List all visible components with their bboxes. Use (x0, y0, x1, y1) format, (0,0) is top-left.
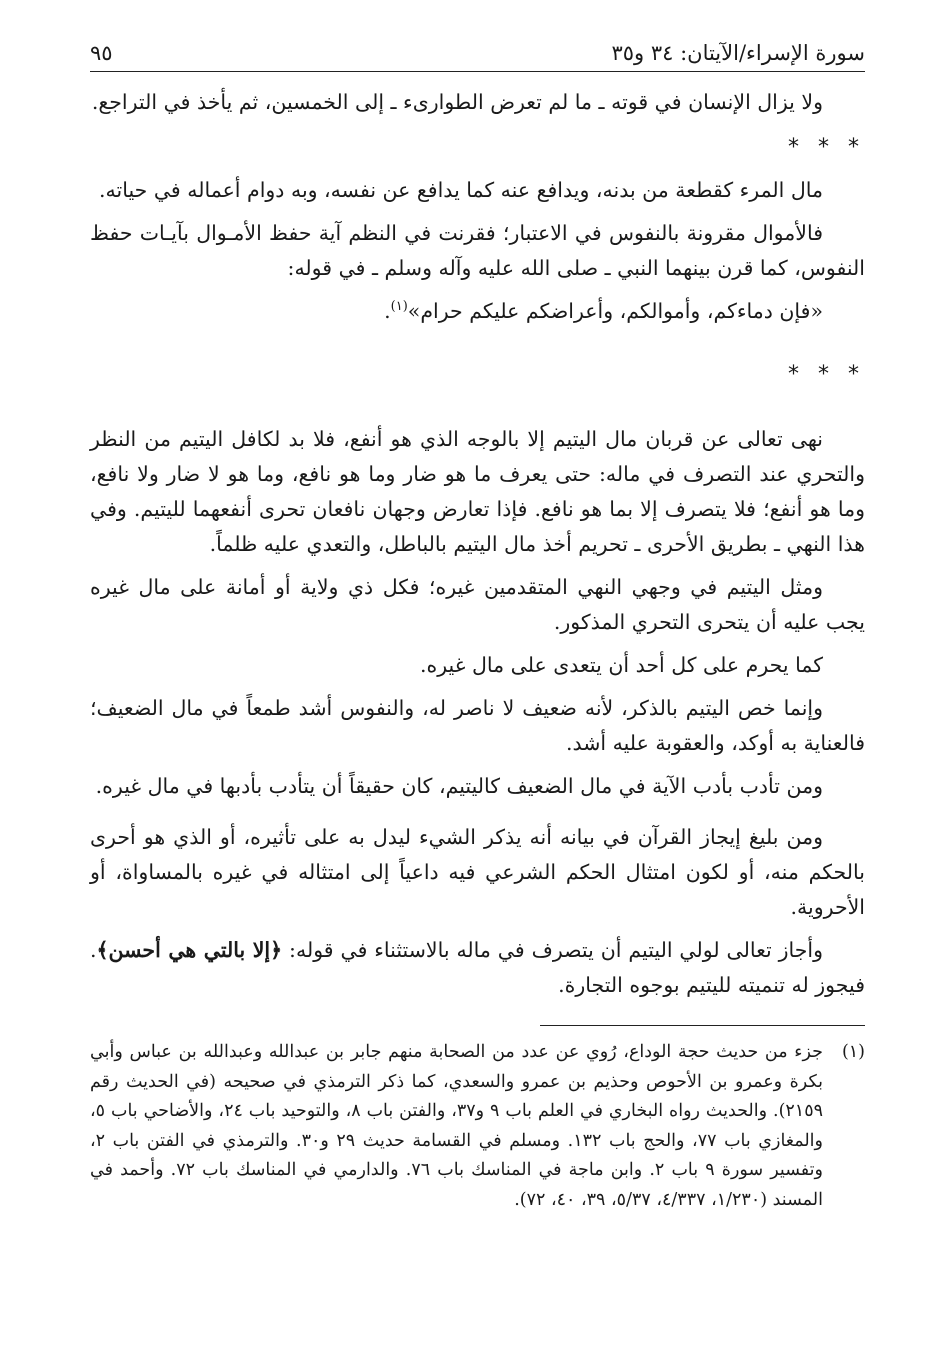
paragraph-3: فالأموال مقرونة بالنفوس في الاعتبار؛ فقرنت في النظم آية حفظ الأمـوال بآيـات حفظ النفوس، كما قرن بينهما النبي ـ صلى الله عليه وآله وسلم ـ في قوله: (90, 221, 865, 280)
paragraph-6: ومثل اليتيم في وجهي النهي المتقدمين غيره؛ فكل ذي ولاية أو أمانة على مال غيره يجب عليه أن يتحرى التحري المذكور. (90, 575, 865, 634)
paragraph-9: ومن تأدب بأدب الآية في مال الضعيف كاليتيم، كان حقيقاً أن يتأدب بأدبها في مال غيره. (95, 774, 823, 798)
footnote-divider (540, 1025, 865, 1026)
paragraph-11-intro: وأجاز تعالى لولي اليتيم أن يتصرف في ماله بالاستثناء في قوله: (289, 938, 823, 962)
paragraph-5: نهى تعالى عن قربان مال اليتيم إلا بالوجه الذي هو أنفع، فلا بد لكافل اليتيم من النظر والتحري عند التصرف في ماله: حتى يعرف ما هو ضار وما هو نافع، وما هو لا ضار ولا نافع، وما هو أنفع؛ فلا يتصرف إلا بما هو نافع. فإذا تعارض وجهان نافعان تحرى أنفعهما لليتيم. وفي هذا النهي ـ بطريق الأحرى ـ تحريم أخذ مال اليتيم بالباطل، والتعدي عليه ظلماً. (90, 427, 865, 556)
footnote-reference: (١) (390, 299, 408, 315)
footnote-marker: (١) (841, 1042, 865, 1062)
hadith-end: . (384, 299, 391, 323)
main-text (90, 85, 865, 1003)
paragraph-10: ومن بليغ إيجاز القرآن في بيانه أنه يذكر الشيء ليدل به على تأثيره، أو الذي هو أحرى بالحكم منه، أو لكون امتثال الحكم الشرعي فيه داعياً إلى امتثاله في غيره بالمساواة، أو الأحروية. (90, 825, 865, 919)
paragraph-11 (90, 933, 865, 1003)
hadith-quote: «فإن دماءكم، وأموالكم، وأعراضكم عليكم حرام» (407, 299, 823, 323)
section-separator: * * * (788, 362, 865, 387)
page-number: ٩٥ (90, 41, 113, 65)
section-separator: * * * (788, 135, 865, 160)
paragraph-8: وإنما خص اليتيم بالذكر، لأنه ضعيف لا ناصر له، والنفوس أشد طمعاً في مال الضعيف؛ فالعناية به أوكد، والعقوبة عليه أشد. (90, 696, 865, 755)
footnote-text: جزء من حديث حجة الوداع، رُوي عن عدد من الصحابة منهم جابر بن عبدالله وعبدالله بن عباس وأبي بكرة وعمرو بن الأحوص وحذيم بن عمرو والسعدي، كما ذكر الترمذي في صحيحه (في الحديث رقم ٢١٥٩). والحديث رواه البخاري في العلم باب ٩ و٣٧، والفتن باب ٨، والتوحيد باب ٢٤، والأضاحي باب ٥، والمغازي باب ٧٧، والحج باب ١٣٢. ومسلم في القسامة حديث ٢٩ و٣٠. والترمذي في الفتن باب ٢، وتفسير سورة ٩ باب ٢. وابن ماجة في المناسك باب ٧٦. والدارمي في المناسك باب ٧٢. وأحمد في المسند (١/٢٣٠، ٤/٣٣٧، ٥/٣٧، ٣٩، ٤٠، ٧٢). (90, 1042, 824, 1210)
chapter-title: سورة الإسراء/الآيتان: ٣٤ و٣٥ (611, 41, 865, 65)
paragraph-11-end: . فيجوز له تنميته لليتيم بوجوه التجارة. (90, 938, 865, 997)
paragraph-4-hadith (90, 294, 865, 329)
paragraph-7: كما يحرم على كل أحد أن يتعدى على مال غيره. (419, 653, 823, 677)
book-page (90, 28, 865, 1215)
running-header (90, 28, 865, 72)
paragraph-1: ولا يزال الإنسان في قوته ـ ما لم تعرض الطوارىء ـ إلى الخمسين، ثم يأخذ في التراجع. (91, 90, 823, 114)
quran-quote: ﴿إلا بالتي هي أحسن﴾ (96, 938, 283, 962)
footnote (90, 1038, 865, 1215)
paragraph-2: مال المرء كقطعة من بدنه، ويدافع عنه كما يدافع عن نفسه، وبه دوام أعماله في حياته. (99, 178, 823, 202)
